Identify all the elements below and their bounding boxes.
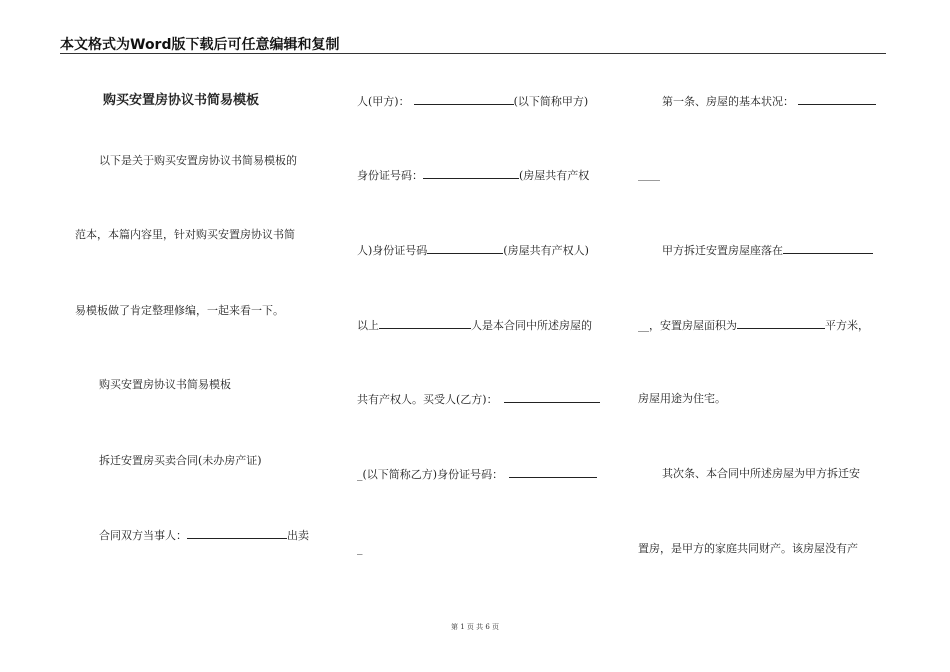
document-header: 本文格式为Word版下载后可任意编辑和复制 [60,37,340,53]
text-segment: 人(甲方)： [357,95,410,108]
column-1 [75,70,325,610]
text-segment: _(以下简称乙方)身份证号码： [357,468,504,481]
paragraph-line [357,168,607,183]
text-segment: 平方米， [825,319,869,332]
text-segment: 共有产权人。买受人(乙方)： [357,393,498,406]
paragraph-line: 购买安置房协议书简易模板 [99,378,231,391]
paragraph-line [357,94,607,109]
paragraph-line [662,94,912,109]
text-segment: 甲方拆迁安置房屋座落在 [662,244,783,257]
text-segment: 身份证号码： [357,169,423,182]
paragraph-line: 范本，本篇内容里，针对购买安置房协议书简 [75,228,295,241]
paragraph-line: 拆迁安置房买卖合同(未办房产证) [99,454,262,467]
paragraph-line: 其次条、本合同中所述房屋为甲方拆迁安 [662,467,860,480]
paragraph-line: ____ [638,168,660,181]
column-3 [638,70,888,610]
page-number: 第 1 页 共 6 页 [450,623,500,631]
paragraph-line [662,243,912,258]
blank-field [509,467,597,478]
blank-field [783,243,873,254]
paragraph-line: 易模板做了肯定整理修编，一起来看一下。 [75,304,284,317]
paragraph-line [357,392,607,407]
text-segment: 第一条、房屋的基本状况： [662,95,794,108]
text-segment: 人)身份证号码 [357,244,428,257]
paragraph-line: 以下是关于购买安置房协议书简易模板的 [99,154,297,167]
blank-field [798,94,876,105]
text-segment: (以下简称甲方) [513,95,589,108]
text-segment: (房屋共有产权人) [503,244,589,257]
blank-field [427,243,503,254]
text-segment: 出卖 [287,529,309,542]
paragraph-line [357,318,607,333]
paragraph-line: 房屋用途为住宅。 [638,392,726,405]
paragraph-line [638,318,888,333]
text-segment: 以上 [357,319,379,332]
paragraph-line [99,528,349,543]
blank-field [187,528,287,539]
document-title: 购买安置房协议书简易模板 [103,93,260,108]
blank-field [504,392,600,403]
text-segment: 合同双方当事人： [99,529,187,542]
column-2 [357,70,607,610]
blank-field [414,94,514,105]
blank-field [737,318,825,329]
paragraph-line [357,243,607,258]
text-segment: 人是本合同中所述房屋的 [471,319,592,332]
text-segment: __，安置房屋面积为 [638,319,737,332]
paragraph-line: _ [357,542,363,555]
text-segment: (房屋共有产权 [519,169,590,182]
paragraph-line: 置房，是甲方的家庭共同财产。该房屋没有产 [638,542,858,555]
blank-field [379,318,471,329]
paragraph-line [357,467,607,482]
header-rule [60,53,886,54]
blank-field [423,168,519,179]
